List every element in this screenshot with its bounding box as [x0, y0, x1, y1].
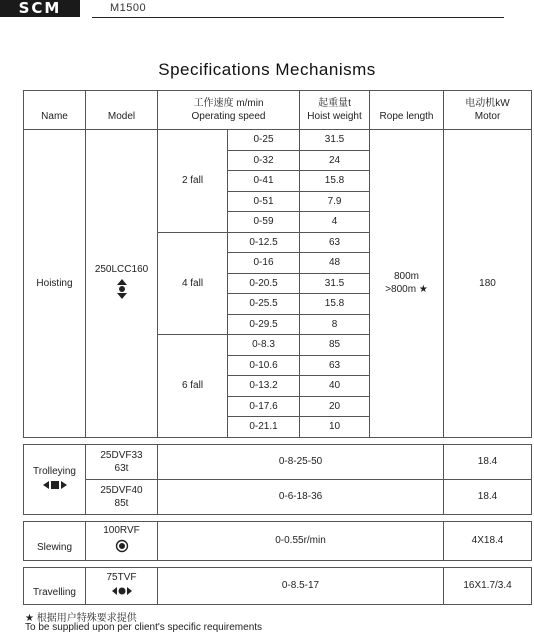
- section-gap: [24, 437, 532, 444]
- travel-arrows-icon: [111, 586, 133, 596]
- header-rope: Rope length: [370, 91, 444, 130]
- speed-cell: 0-13.2: [228, 376, 300, 397]
- speed-cell: 0-10.6: [228, 355, 300, 376]
- speed-cell: 0-59: [228, 212, 300, 233]
- travelling-name: Travelling: [24, 567, 86, 604]
- trolleying-name: Trolleying: [24, 444, 86, 514]
- footnote-cn: ★ 根据用户特殊要求提供: [25, 613, 137, 624]
- speed-cell: 0-12.5: [228, 232, 300, 253]
- travelling-motor: 16X1.7/3.4: [444, 567, 532, 604]
- fall-label: 6 fall: [158, 335, 228, 438]
- rotation-icon: [115, 539, 129, 553]
- weight-cell: 15.8: [300, 171, 370, 192]
- weight-cell: 4: [300, 212, 370, 233]
- trolleying-model: 25DVF33 63t: [86, 444, 158, 479]
- model-number: M1500: [110, 2, 147, 14]
- table-row: [24, 521, 532, 560]
- speed-cell: 0-25: [228, 130, 300, 151]
- page-header: [0, 0, 504, 18]
- speed-cell: 0-21.1: [228, 417, 300, 438]
- hoisting-model: 250LCC160: [86, 130, 158, 438]
- speed-cell: 0-20.5: [228, 273, 300, 294]
- slewing-name: Slewing: [24, 521, 86, 560]
- speed-cell: 0-41: [228, 171, 300, 192]
- weight-cell: 63: [300, 232, 370, 253]
- weight-cell: 7.9: [300, 191, 370, 212]
- section-gap: [24, 560, 532, 567]
- header-rule: [92, 17, 504, 18]
- table-row: [24, 444, 532, 479]
- header-name: Name: [24, 91, 86, 130]
- section-gap: [24, 514, 532, 521]
- hoisting-motor: 180: [444, 130, 532, 438]
- trolleying-speed: 0-8-25-50: [158, 444, 444, 479]
- weight-cell: 8: [300, 314, 370, 335]
- spec-table: [23, 90, 532, 605]
- weight-cell: 24: [300, 150, 370, 171]
- up-down-arrows-icon: [116, 278, 128, 300]
- speed-cell: 0-29.5: [228, 314, 300, 335]
- trolleying-motor: 18.4: [444, 479, 532, 514]
- speed-cell: 0-16: [228, 253, 300, 274]
- left-right-arrows-icon: [42, 480, 68, 490]
- travelling-speed: 0-8.5-17: [158, 567, 444, 604]
- brand-logo: SCM: [0, 0, 80, 17]
- weight-cell: 63: [300, 355, 370, 376]
- travelling-model: 75TVF: [86, 567, 158, 604]
- weight-cell: 15.8: [300, 294, 370, 315]
- weight-cell: 85: [300, 335, 370, 356]
- slewing-motor: 4X18.4: [444, 521, 532, 560]
- slewing-speed: 0-0.55r/min: [158, 521, 444, 560]
- hoisting-rope: 800m >800m ★: [370, 130, 444, 438]
- speed-cell: 0-32: [228, 150, 300, 171]
- fall-label: 2 fall: [158, 130, 228, 233]
- header-weight: 起重量t Hoist weight: [300, 91, 370, 130]
- table-row: [24, 130, 532, 151]
- weight-cell: 31.5: [300, 273, 370, 294]
- header-model: Model: [86, 91, 158, 130]
- trolleying-speed: 0-6-18-36: [158, 479, 444, 514]
- speed-cell: 0-17.6: [228, 396, 300, 417]
- trolleying-motor: 18.4: [444, 444, 532, 479]
- slewing-model: 100RVF: [86, 521, 158, 560]
- footnote-en: To be supplied upon per client's specific requirements: [25, 622, 263, 633]
- table-row: [24, 567, 532, 604]
- weight-cell: 20: [300, 396, 370, 417]
- speed-cell: 0-8.3: [228, 335, 300, 356]
- hoisting-name: Hoisting: [24, 130, 86, 438]
- fall-label: 4 fall: [158, 232, 228, 335]
- speed-cell: 0-25.5: [228, 294, 300, 315]
- weight-cell: 10: [300, 417, 370, 438]
- header-speed: 工作速度 m/min Operating speed: [158, 91, 300, 130]
- table-row: [24, 479, 532, 514]
- table-header-row: [24, 91, 532, 130]
- weight-cell: 48: [300, 253, 370, 274]
- weight-cell: 40: [300, 376, 370, 397]
- speed-cell: 0-51: [228, 191, 300, 212]
- weight-cell: 31.5: [300, 130, 370, 151]
- page-title: Specifications Mechanisms: [158, 60, 376, 79]
- trolleying-model: 25DVF40 85t: [86, 479, 158, 514]
- header-motor: 电动机kW Motor: [444, 91, 532, 130]
